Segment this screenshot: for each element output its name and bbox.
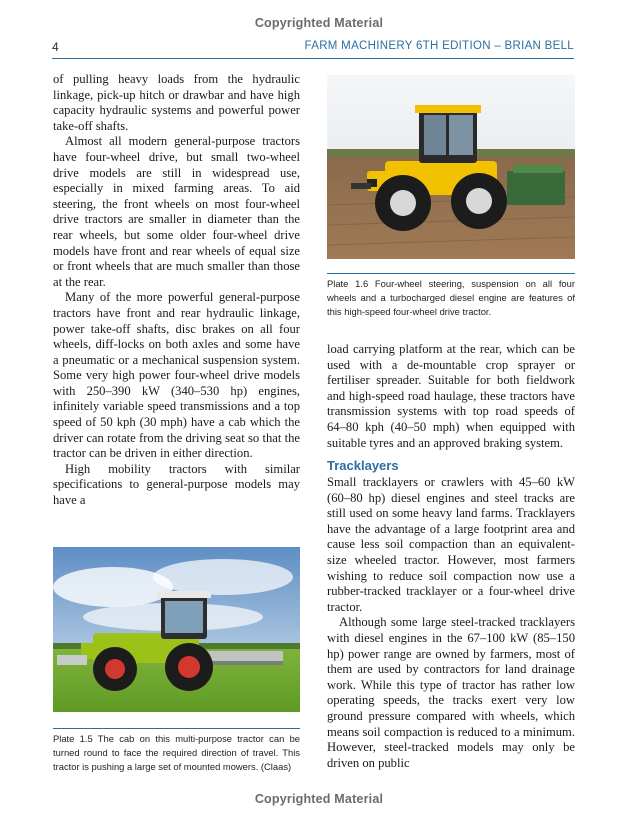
plate-1-5-photo xyxy=(53,547,300,712)
plate-1-6-caption: Plate 1.6 Four-wheel steering, suspension on all four wheels and a turbocharged diesel engine are features of this high-speed four-wheel drive tractor. xyxy=(327,273,575,319)
page-number: 4 xyxy=(52,40,59,54)
claas-tractor-illustration xyxy=(53,547,300,712)
paragraph: Many of the more powerful general-purpose tractors have front and rear hydraulic linkage, power take-off shafts, disc brakes on all four wheels, diff-locks on both axles and some have a pneumatic or a mechanical suspension system. Some very high power four-wheel drive models with 250–390 kW (340–530 hp) engines, infinitely variable speed transmissions and a top speed of 50 kph (30 mph) have a cab which the driver can rotate from the driving seat so that the tractor can be driven in either direction. xyxy=(53,290,300,461)
paragraph: Small tracklayers or crawlers with 45–60 kW (60–80 hp) diesel engines and steel tracks are still used on some heavy land farms. Tracklayers have the advantage of a large footprint area and cause less soil compaction than an equivalent-size wheeled tractor. However, most farmers wishing to reduce soil compaction now use a rubber-tracked tracklayer or a four-wheel drive tractor. xyxy=(327,475,575,614)
paragraph: Almost all modern general-purpose tractors have four-wheel drive, but small two-wheel drive models are still in widespread use, especially in mixed farming areas. To aid steering, the front wheels on most four-wheel drive tractors are smaller in diameter than the rear wheels, but some older four-wheel drive models have front and rear wheels of equal size or front wheels that are much smaller than those at the rear. xyxy=(53,134,300,289)
page-header xyxy=(52,40,574,59)
paragraph: load carrying platform at the rear, which can be used with a de-mountable crop sprayer or fertiliser spreader. Suitable for both fieldwork and high-speed road haulage, these tractors have transmission systems with top road speeds of 64–80 kph (40–50 mph) when equipped with suitable tyres and an approved braking system. xyxy=(327,342,575,450)
paragraph: High mobility tractors with similar specifications to general-purpose models may have a xyxy=(53,461,300,508)
paragraph: Although some large steel-tracked tracklayers with diesel engines in the 67–100 kW (85–150 hp) power range are owned by farmers, most of them are used by contractors for land drainage work. While this type of tractor has rather low operating speeds, the tracks exert very low ground pressure compared with wheels, which means soil compaction is reduced to a minimum. However, steel-tracked models may only be driven on public xyxy=(327,615,575,770)
section-heading-tracklayers: Tracklayers xyxy=(327,458,399,473)
right-column-continuation xyxy=(327,342,575,451)
watermark-top: Copyrighted Material xyxy=(254,16,384,30)
watermark-bottom: Copyrighted Material xyxy=(254,792,384,806)
paragraph: of pulling heavy loads from the hydraulic linkage, pick-up hitch or drawbar and have high capacity hydraulic systems and powerful power take-off shafts. xyxy=(53,72,300,133)
plate-1-6-photo xyxy=(327,75,575,259)
right-column-text xyxy=(327,475,575,771)
running-head: FARM MACHINERY 6TH EDITION – BRIAN BELL xyxy=(304,40,574,52)
jcb-tractor-illustration xyxy=(327,75,575,259)
plate-1-5-caption: Plate 1.5 The cab on this multi-purpose tractor can be turned round to face the required direction of travel. This tractor is pushing a large set of mounted mowers. (Claas) xyxy=(53,728,300,774)
left-column-text xyxy=(53,72,300,509)
